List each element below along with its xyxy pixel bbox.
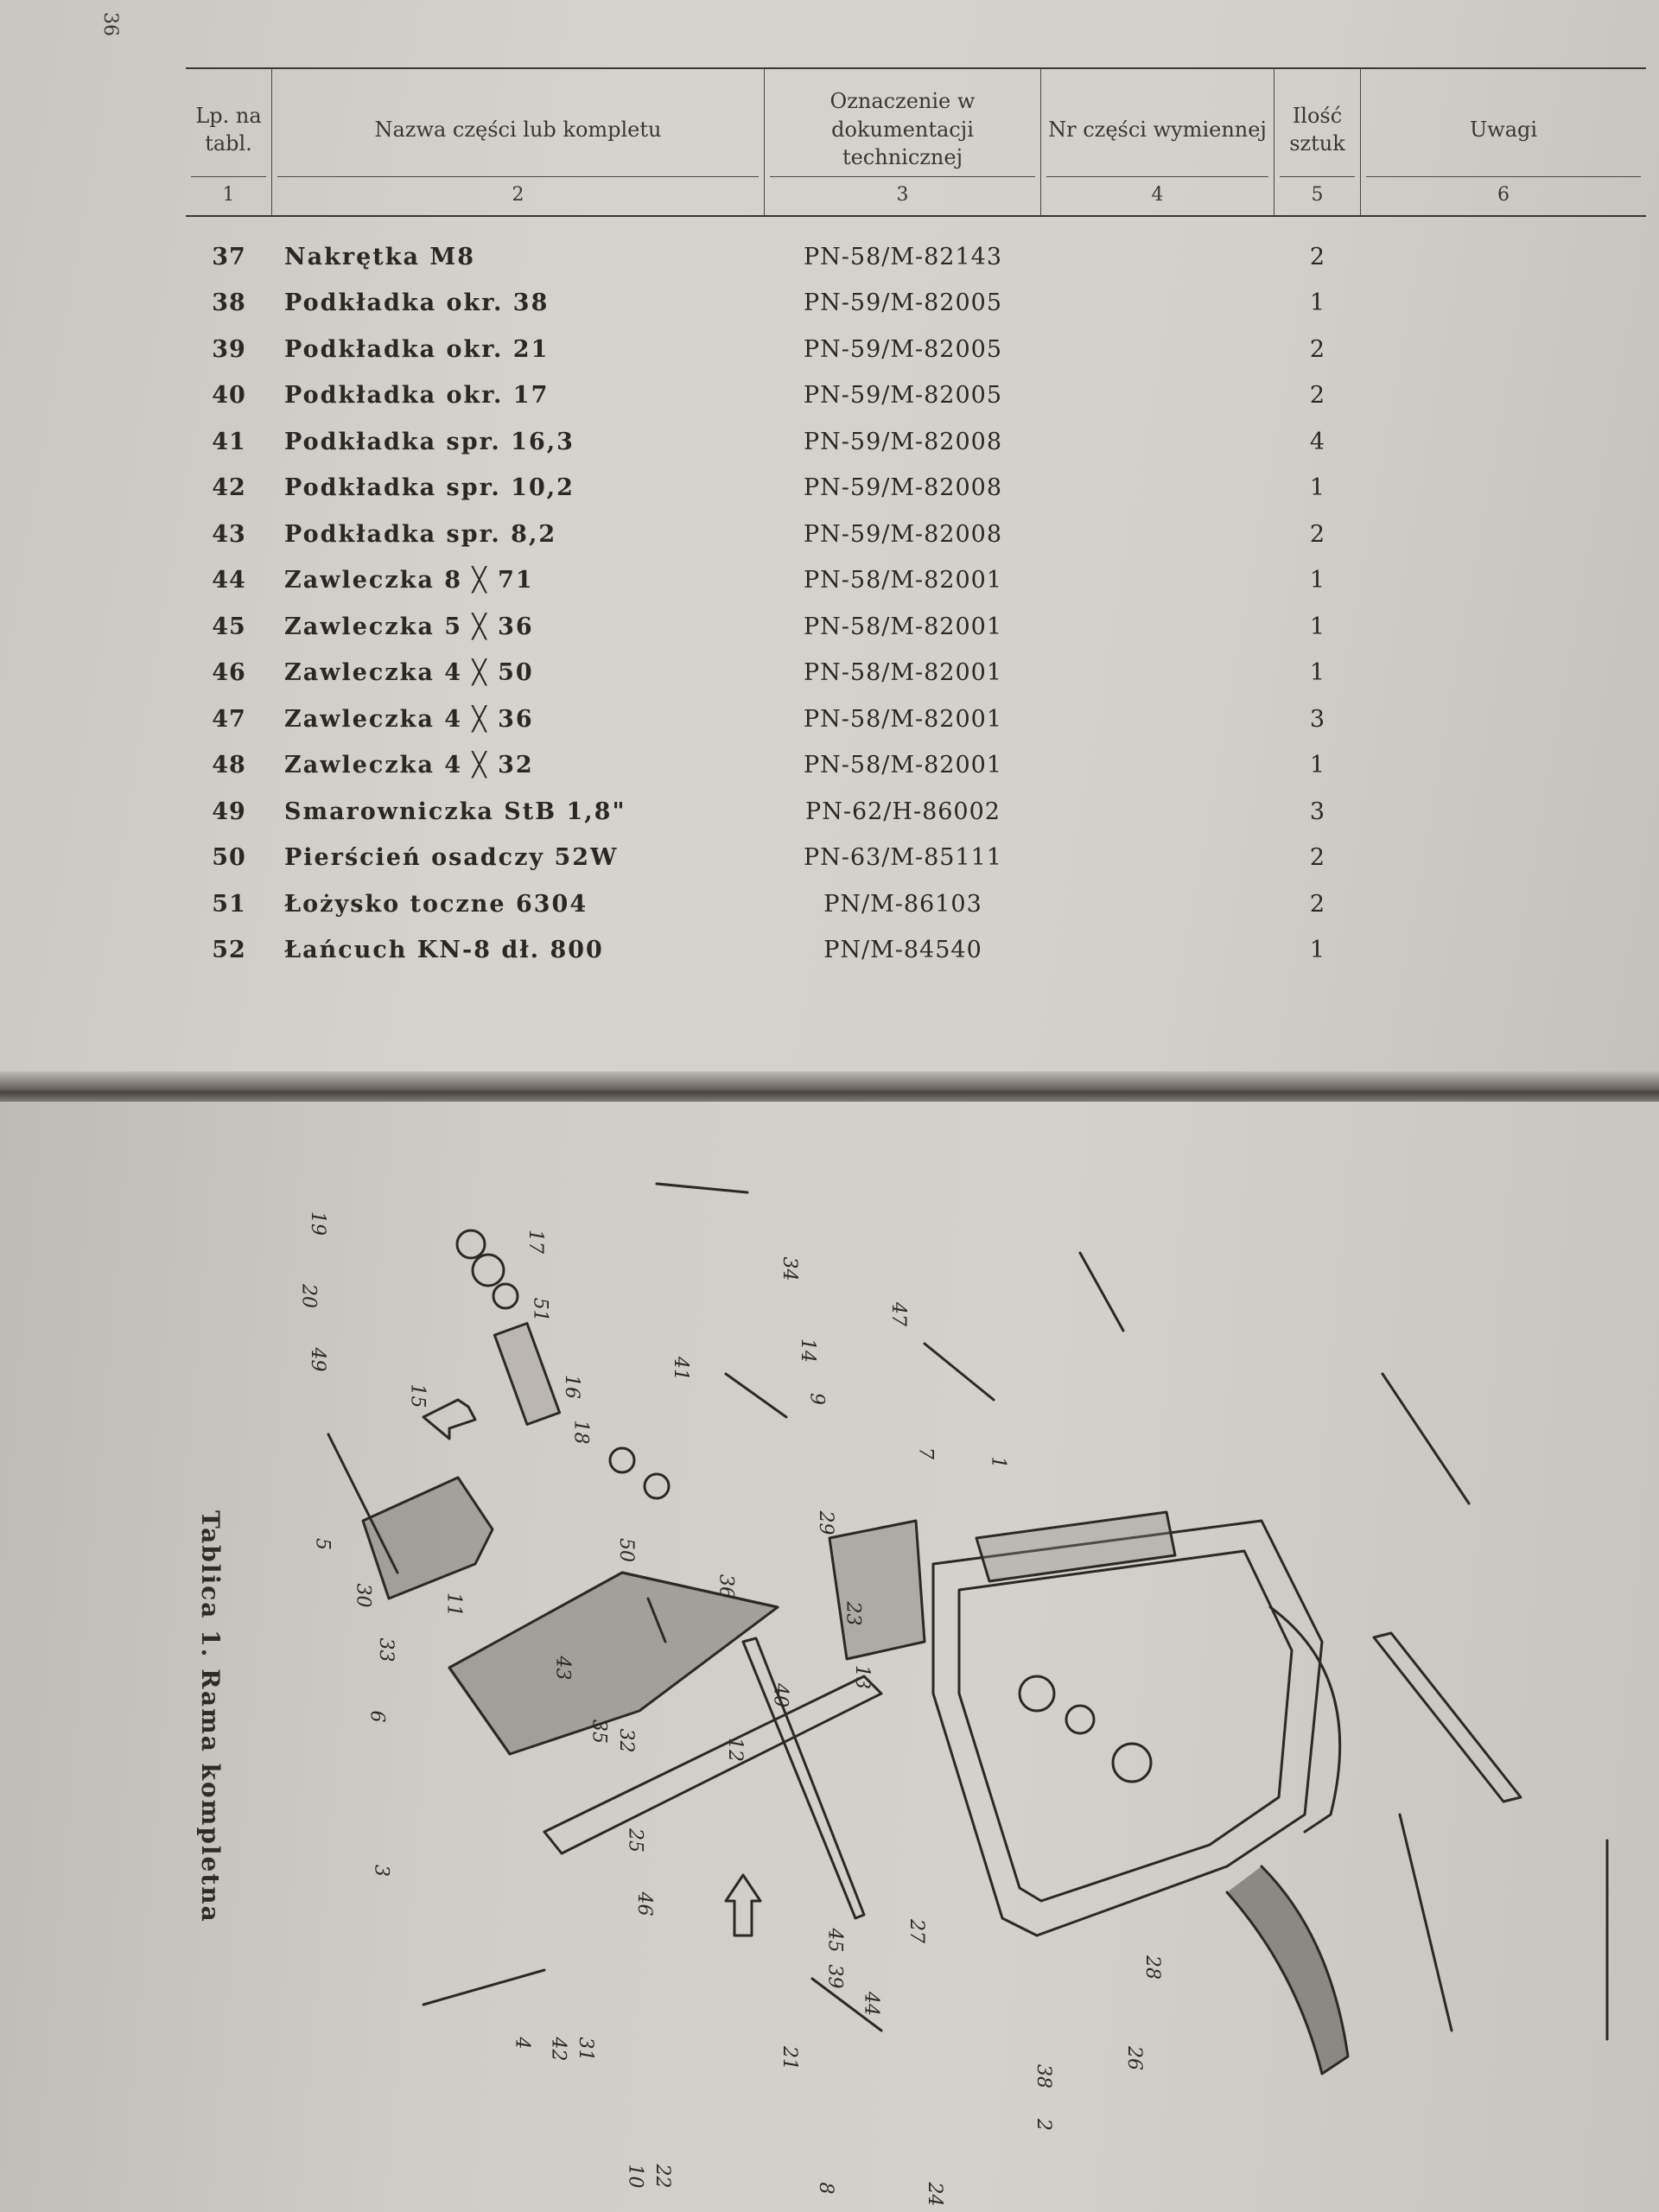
callout-17: 17 [524,1230,546,1254]
vertical-beam [830,1521,925,1659]
direction-arrow [423,1400,475,1439]
cell-doc: PN-59/M-82005 [803,335,1003,363]
pin-left [328,1434,397,1573]
cell-qty: 1 [1309,659,1326,687]
cell-doc: PN/M-86103 [823,890,982,918]
header-number: 3 [770,176,1035,208]
direction-arrow [726,1875,760,1936]
header-col-3 [765,69,1041,215]
table-row [186,372,1646,419]
callout-4: 4 [511,2037,533,2050]
table-row [186,280,1646,327]
callout-47: 47 [887,1302,909,1326]
leader [1382,1374,1469,1503]
callout-21: 21 [779,2046,800,2070]
callout-10: 10 [624,2164,646,2189]
parts-table [186,67,1646,974]
callout-7: 7 [914,1447,937,1459]
page-number-top: 36 [99,12,121,36]
washer-1 [457,1230,485,1258]
mount-bracket [363,1478,493,1599]
leader [1400,1815,1452,2031]
callout-19: 19 [307,1211,328,1236]
table-row [186,927,1646,974]
callout-36: 36 [715,1574,737,1599]
header-label: Ilość sztuk [1289,103,1345,156]
callout-35: 35 [588,1719,610,1744]
cell-name: Zawleczka 5 ╳ 36 [284,613,534,640]
leader [1080,1253,1123,1331]
cell-name: Zawleczka 4 ╳ 50 [284,659,534,687]
table-row [186,465,1646,512]
table-row [186,234,1646,281]
table-row [186,650,1646,696]
cell-lp: 51 [212,890,246,918]
callout-24: 24 [924,2182,945,2207]
callout-43: 43 [551,1656,574,1681]
cell-qty: 1 [1309,752,1326,779]
callout-33: 33 [374,1637,397,1662]
table-body [186,234,1646,974]
callout-2: 2 [1033,2119,1054,2131]
callout-16: 16 [561,1375,582,1399]
table-row [186,789,1646,836]
callout-51: 51 [529,1297,551,1322]
callout-30: 30 [352,1583,374,1608]
callout-49: 49 [307,1347,328,1372]
cell-name: Podkładka spr. 8,2 [284,520,557,548]
cell-lp: 48 [212,752,246,779]
bolt-long [423,1970,544,2005]
callout-11: 11 [442,1592,465,1617]
cell-doc: PN-58/M-82001 [803,567,1003,594]
cell-lp: 52 [212,937,246,964]
cell-doc: PN-59/M-82008 [803,428,1003,455]
callout-22: 22 [652,2164,673,2189]
callout-40: 40 [769,1683,791,1707]
callout-38: 38 [1033,2064,1054,2088]
callout-50: 50 [615,1538,637,1562]
callout-29: 29 [815,1510,836,1535]
hub [1113,1744,1151,1782]
cell-name: Pierścień osadczy 52W [284,844,619,872]
callout-18: 18 [569,1420,592,1445]
callout-9: 9 [805,1393,828,1405]
cell-qty: 2 [1309,844,1326,872]
side-rail [743,1638,864,1918]
front-arch [1270,1607,1340,1832]
callout-39: 39 [823,1964,846,1989]
cell-qty: 1 [1309,937,1326,964]
table-row [186,512,1646,558]
cell-doc: PN-59/M-82008 [803,474,1003,502]
callout-8: 8 [815,2182,836,2195]
table-row [186,557,1646,604]
header-number: 5 [1280,176,1355,208]
cell-name: Zawleczka 8 ╳ 71 [284,567,534,594]
header-number: 2 [277,176,759,208]
table-row [186,835,1646,881]
cell-lp: 41 [212,428,246,455]
cell-qty: 2 [1309,243,1326,270]
table-row [186,696,1646,743]
cell-name: Podkładka spr. 10,2 [284,474,575,502]
header-col-1 [186,69,272,215]
callout-31: 31 [574,2037,596,2062]
callout-20: 20 [297,1284,320,1308]
cell-lp: 37 [212,243,246,270]
callout-44: 44 [860,1992,882,2016]
callout-32: 32 [615,1728,637,1753]
cell-lp: 50 [212,844,246,872]
cell-qty: 1 [1309,474,1326,502]
cell-doc: PN-59/M-82005 [803,382,1003,410]
tie-rod [1374,1633,1521,1802]
header-number: 1 [191,176,266,208]
cell-lp: 45 [212,613,246,640]
bolt-head-1 [610,1448,634,1472]
callout-13: 13 [851,1665,873,1689]
table-row [186,604,1646,651]
chute-plate [449,1573,778,1754]
callout-3: 3 [370,1865,392,1877]
cell-name: Podkładka okr. 21 [284,335,550,363]
cell-name: Podkładka spr. 16,3 [284,428,575,455]
table-row [186,327,1646,373]
cell-doc: PN-58/M-82001 [803,752,1003,779]
washer-3 [493,1284,518,1308]
cell-doc: PN-58/M-82143 [803,243,1003,270]
callout-42: 42 [547,2037,569,2062]
cell-qty: 2 [1309,335,1326,363]
header-label: Lp. na tabl. [195,103,262,156]
table-row [186,742,1646,789]
rear-skid [1227,1866,1348,2074]
cell-name: Smarowniczka StB 1,8" [284,798,626,825]
cell-lp: 42 [212,474,246,502]
wheel-1 [1020,1676,1054,1711]
cell-lp: 47 [212,705,246,733]
cell-doc: PN-58/M-82001 [803,705,1003,733]
header-label: Oznaczenie w dokumentacji technicznej [830,89,976,170]
frame-inner [959,1551,1292,1901]
callout-1: 1 [987,1456,1009,1469]
callout-12: 12 [724,1738,746,1762]
cell-name: Podkładka okr. 38 [284,289,550,317]
cell-doc: PN-58/M-82001 [803,659,1003,687]
cell-qty: 3 [1309,705,1326,733]
washer-2 [473,1255,504,1286]
header-col-5 [1274,69,1361,215]
cell-name: Zawleczka 4 ╳ 36 [284,705,534,733]
header-label: Nr części wymiennej [1048,117,1267,142]
callout-41: 41 [670,1357,691,1381]
header-col-6 [1361,69,1646,215]
cell-qty: 1 [1309,567,1326,594]
exploded-frame-diagram [259,1158,1642,2207]
cell-lp: 44 [212,567,246,594]
cell-qty: 1 [1309,289,1326,317]
cell-doc: PN-58/M-82001 [803,613,1003,640]
wheel-2 [1066,1706,1094,1733]
frame-crossbar [976,1512,1175,1581]
cell-lp: 38 [212,289,246,317]
cell-qty: 2 [1309,890,1326,918]
callout-15: 15 [406,1383,429,1408]
table-row [186,419,1646,466]
cell-doc: PN-59/M-82005 [803,289,1003,317]
callout-6: 6 [365,1710,388,1723]
cell-lp: 49 [212,798,246,825]
header-label: Uwagi [1469,117,1538,142]
cell-doc: PN-59/M-82008 [803,520,1003,548]
leader [657,1184,747,1192]
cell-doc: PN-63/M-85111 [803,844,1003,872]
page-36 [0,0,1659,1084]
cell-qty: 2 [1309,382,1326,410]
callout-45: 45 [823,1928,846,1953]
cell-lp: 46 [212,659,246,687]
cell-doc: PN/M-84540 [823,937,982,964]
cell-lp: 43 [212,520,246,548]
callout-28: 28 [1141,1955,1163,1980]
cell-qty: 1 [1309,613,1326,640]
leader [726,1374,786,1417]
callout-5: 5 [311,1538,334,1550]
bushing [494,1323,559,1424]
callout-26: 26 [1123,2046,1145,2070]
table-header [186,67,1646,217]
cell-name: Zawleczka 4 ╳ 32 [284,752,534,779]
callout-34: 34 [779,1256,800,1281]
header-col-2 [272,69,765,215]
header-number: 6 [1366,176,1641,208]
callout-14: 14 [797,1338,818,1363]
cell-name: Łożysko toczne 6304 [284,890,588,918]
table-row [186,881,1646,928]
figure-caption: Tablica 1. Rama kompletna [196,1510,225,1923]
lever [925,1344,994,1400]
cell-name: Łańcuch KN-8 dł. 800 [284,937,604,964]
cell-doc: PN-62/H-86002 [805,798,1001,825]
callout-46: 46 [633,1891,655,1916]
callout-23: 23 [842,1601,864,1626]
cell-qty: 2 [1309,520,1326,548]
callout-27: 27 [906,1919,927,1943]
cell-qty: 4 [1309,428,1326,455]
header-col-4 [1041,69,1274,215]
cell-lp: 40 [212,382,246,410]
header-number: 4 [1046,176,1268,208]
cell-lp: 39 [212,335,246,363]
cell-qty: 3 [1309,798,1326,825]
bolt-head-2 [645,1474,669,1498]
header-label: Nazwa części lub kompletu [374,117,662,142]
callout-25: 25 [624,1828,646,1853]
cell-name: Nakrętka M8 [284,243,476,270]
cell-name: Podkładka okr. 17 [284,382,550,410]
